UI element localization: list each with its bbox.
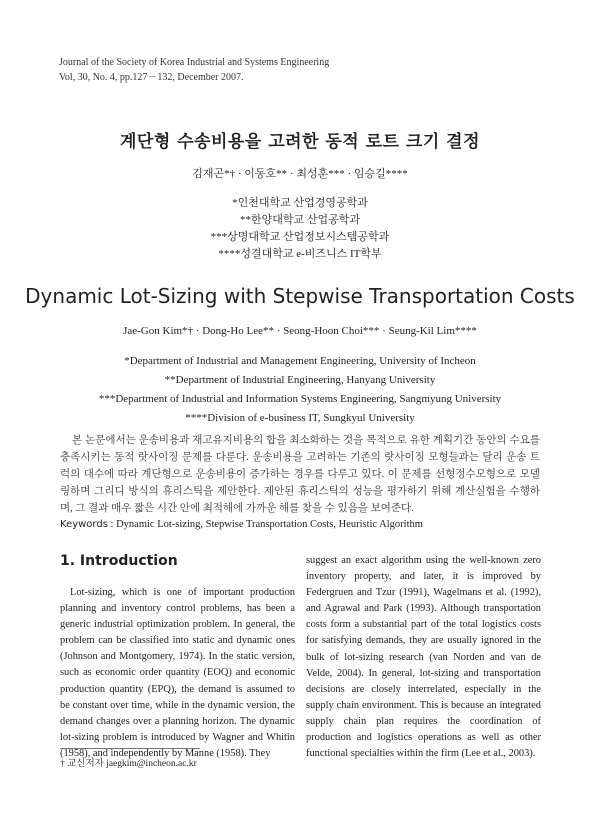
footnote-corresponding-author: † 교신저자 jaegkim@incheon.ac.kr <box>60 759 197 769</box>
abstract: 본 논문에서는 운송비용과 재고유지비용의 합을 최소화하는 것을 목적으로 유한 계획기간 동안의 수요를 충족시키는 동적 랏사이징 문제를 다룬다. 운송비용을 고려하는 기존의 랏사이징 모형들과는 달리 운송 트럭의 대수에 따라 계단형으로 운송비용이 증가하는 경우를 다루고 있다. 이 문제를 선형정수모형으로 모델링하며 그리디 방식의 휴리스틱을 제안한다. 제안된 휴리스틱의 성능을 평가하기 위해 계산실험을 수행하며, 그 결과 매우 짧은 시간 안에 최적해에 가까운 해를 찾을 수 있음을 보여준다. <box>60 435 540 514</box>
english-affiliations <box>0 352 600 428</box>
journal-name: Journal of the Society of Korea Industrial and Systems Engineering <box>59 57 330 68</box>
keywords-text: Dynamic Lot-sizing, Stepwise Transportation Costs, Heuristic Algorithm <box>116 519 423 530</box>
english-affiliation: **Department of Industrial Engineering, Hanyang University <box>164 374 436 386</box>
keywords-separator: : <box>110 519 117 530</box>
korean-affiliation: **한양대학교 산업공학과 <box>239 214 360 226</box>
korean-affiliation: *인천대학교 산업경영공학과 <box>232 197 368 209</box>
korean-affiliation: ****성결대학교 e-비즈니스 IT학부 <box>218 248 382 260</box>
english-affiliation: *Department of Industrial and Management Engineering, University of Incheon <box>124 355 476 367</box>
journal-header <box>59 55 329 85</box>
english-authors: Jae-Gon Kim*† · Dong-Ho Lee** · Seong-Hoon Choi*** · Seung-Kil Lim**** <box>123 325 477 337</box>
journal-issue: Vol, 30, No. 4, pp.127－132, December 2007. <box>59 72 244 83</box>
english-affiliation: ***Department of Industrial and Information Systems Engineering, Sangmyung University <box>98 393 502 405</box>
body-left-column: Lot-sizing, which is one of important production planning and inventory control problems, has been a generic industrial optimization problem. In general, the problem can be classified into static and dynamic ones (Johnson and Montgomery, 1974). In the static version, such as economic order quantity (EOQ) and economic production quantity (EPQ), the demand is assumed to be constant over time, while in the dynamic version, the demand changes over a planning horizon. The dynamic lot-sizing problem is introduced by Wagner and Whitin (1958), and independently by Manne (1958). They <box>60 587 295 759</box>
english-title: Dynamic Lot-Sizing with Stepwise Transportation Costs <box>25 284 575 308</box>
section-heading: 1. Introduction <box>60 553 178 569</box>
english-affiliation: ****Division of e-business IT, Sungkyul University <box>185 412 415 424</box>
keywords <box>60 519 423 530</box>
korean-affiliations <box>0 195 600 263</box>
keywords-label: Keywords <box>60 519 108 530</box>
korean-affiliation: ***상명대학교 산업정보시스템공학과 <box>210 231 390 243</box>
body-right-column: suggest an exact algorithm using the well-known zero inventory property, and later, it is improved by Federgruen and Tzur (1991), Wagelmans et al. (1992), and Agrawal and Park (1993). Although transportation costs form a substantial part of the total logistics costs for satisfying demands, they are usually ignored in the bulk of lot-sizing research (van Norden and van de Velde, 2004). In general, lot-sizing and transportation decisions are closely interrelated, especially in the supply chain environment. This is because an integrated supply chain plan requires the coordination of production and logistics operations as well as other functional specialties within the firm (Lee et al., 2003). <box>306 555 541 760</box>
korean-title: 계단형 수송비용을 고려한 동적 로트 크기 결정 <box>119 132 481 152</box>
footnote-divider <box>60 748 200 749</box>
korean-authors: 김재곤*† · 이동호** · 최성훈*** · 임승길**** <box>192 168 408 180</box>
